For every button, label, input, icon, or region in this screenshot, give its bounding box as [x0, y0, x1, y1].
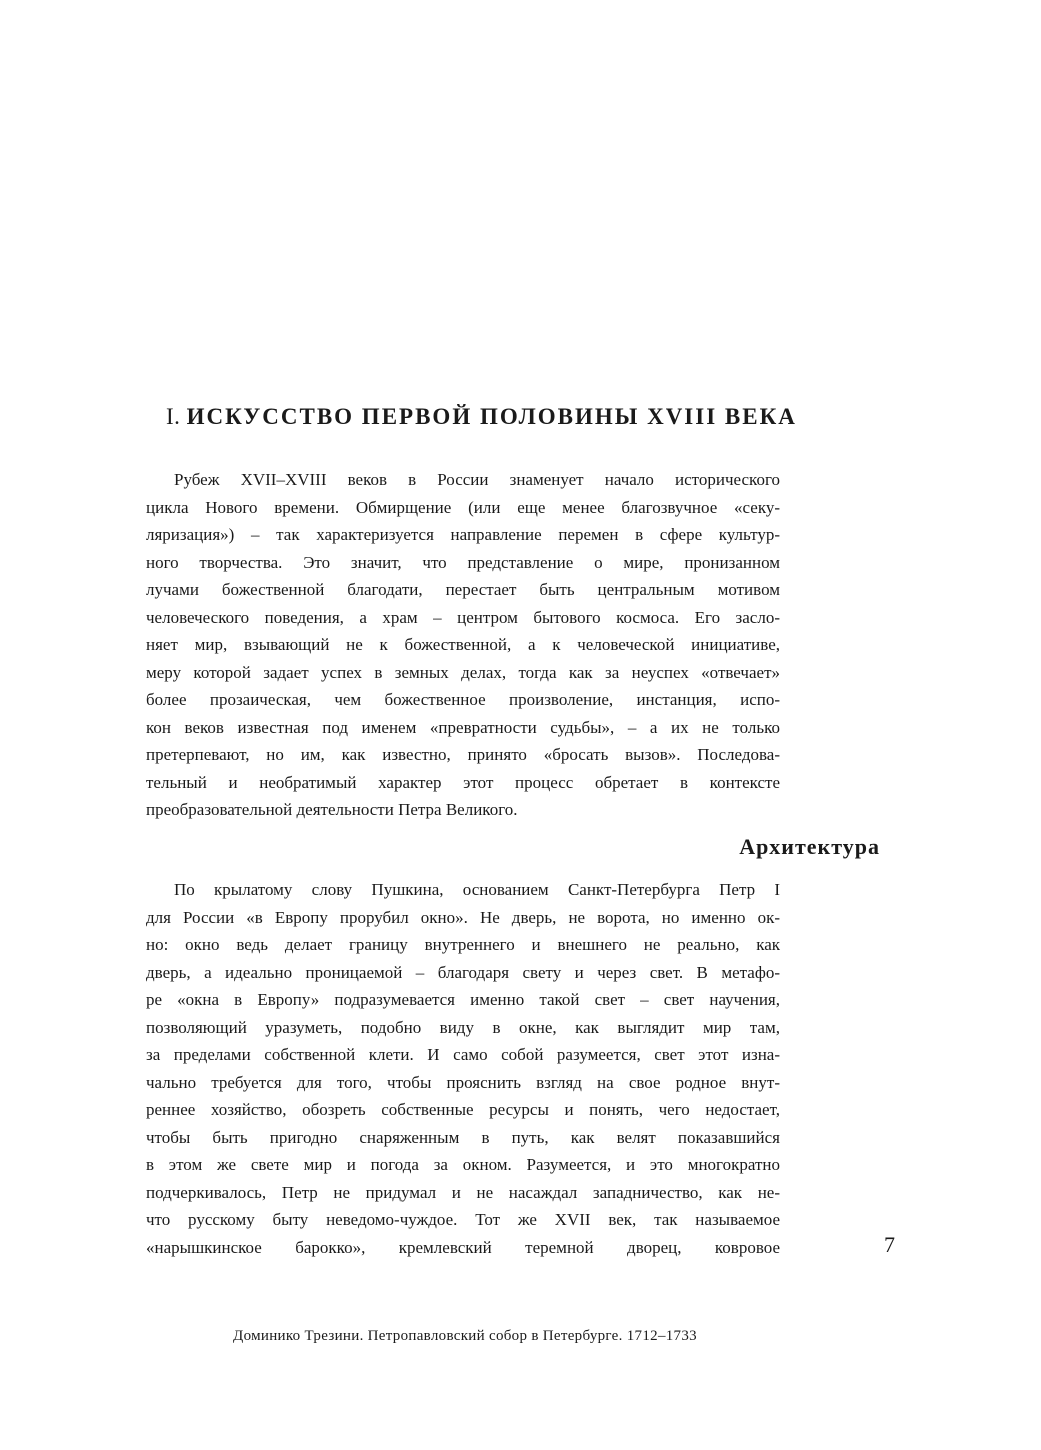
text-line: за пределами собственной клети. И само собой разумеется, свет этот изна- [146, 1045, 780, 1064]
text-line: ного творчества. Это значит, что представление о мире, пронизанном [146, 552, 780, 572]
text-line: для России «в Европу прорубил окно». Не дверь, не ворота, но именно ок- [146, 907, 780, 927]
text-line: лучами божественной благодати, перестает быть центральным мотивом [146, 580, 780, 599]
chapter-title-text: ИСКУССТВО ПЕРВОЙ ПОЛОВИНЫ XVIII ВЕКА [186, 404, 797, 429]
page-number: 7 [884, 1232, 895, 1257]
text-line: подчеркивалось, Петр не придумал и не насаждал западничество, как не- [146, 1182, 780, 1202]
text-line: что русскому быту неведомо-чуждое. Тот же XVII век, так называемое [146, 1210, 780, 1229]
text-line: но: окно ведь делает границу внутреннего и внешнего не реально, как [146, 935, 780, 954]
text-line: дверь, а идеально проницаемой – благодаря свету и через свет. В метафо- [146, 962, 780, 982]
text-line: цикла Нового времени. Обмирщение (или еще менее благозвучное «секу- [146, 497, 780, 517]
text-line: По крылатому слову Пушкина, основанием Санкт-Петербурга Петр I [174, 880, 780, 899]
text-line: «нарышкинское барокко», кремлевский теремной дворец, ковровое [146, 1237, 780, 1257]
text-line: Рубеж XVII–XVIII веков в России знаменует начало исторического [174, 470, 780, 489]
text-line: претерпевают, но им, как известно, принято «бросать вызов». Последова- [146, 745, 780, 764]
text-line: человеческого поведения, а храм – центром бытового космоса. Его засло- [146, 607, 780, 627]
text-line: чально требуется для того, чтобы прояснить взгляд на свое родное внут- [146, 1072, 780, 1092]
text-line: в этом же свете мир и погода за окном. Разумеется, и это многократно [146, 1155, 780, 1174]
text-line: меру которой задает успех в земных делах, тогда как за неуспех «отвечает» [146, 662, 780, 682]
text-line: кон веков известная под именем «превратности судьбы», – а их не только [146, 717, 780, 737]
text-line: более прозаическая, чем божественное произволение, инстанция, испо- [146, 690, 780, 709]
chapter-number: I. [166, 404, 181, 429]
intro-paragraph [146, 466, 780, 824]
text-line: реннее хозяйство, обозреть собственные ресурсы и понять, чего недостает, [146, 1100, 780, 1119]
section-paragraph [146, 876, 780, 1261]
text-line: ляризация») – так характеризуется направление перемен в сфере культур- [146, 525, 780, 544]
text-line: чтобы быть пригодно снаряженным в путь, как велят показавшийся [146, 1127, 780, 1147]
chapter-title [166, 404, 886, 430]
text-line: позволяющий уразуметь, подобно виду в окне, как выглядит мир там, [146, 1017, 780, 1037]
text-line: тельный и необратимый характер этот процесс обретает в контексте [146, 772, 780, 792]
figure-caption: Доминико Трезини. Петропавловский собор в Петербурге. 1712–1733 [233, 1328, 697, 1344]
text-line: няет мир, взывающий не к божественной, а к человеческой инициативе, [146, 635, 780, 654]
section-heading: Архитектура [739, 834, 880, 859]
text-line: преобразовательной деятельности Петра Великого. [146, 800, 518, 819]
text-line: ре «окна в Европу» подразумевается именно такой свет – свет научения, [146, 990, 780, 1009]
